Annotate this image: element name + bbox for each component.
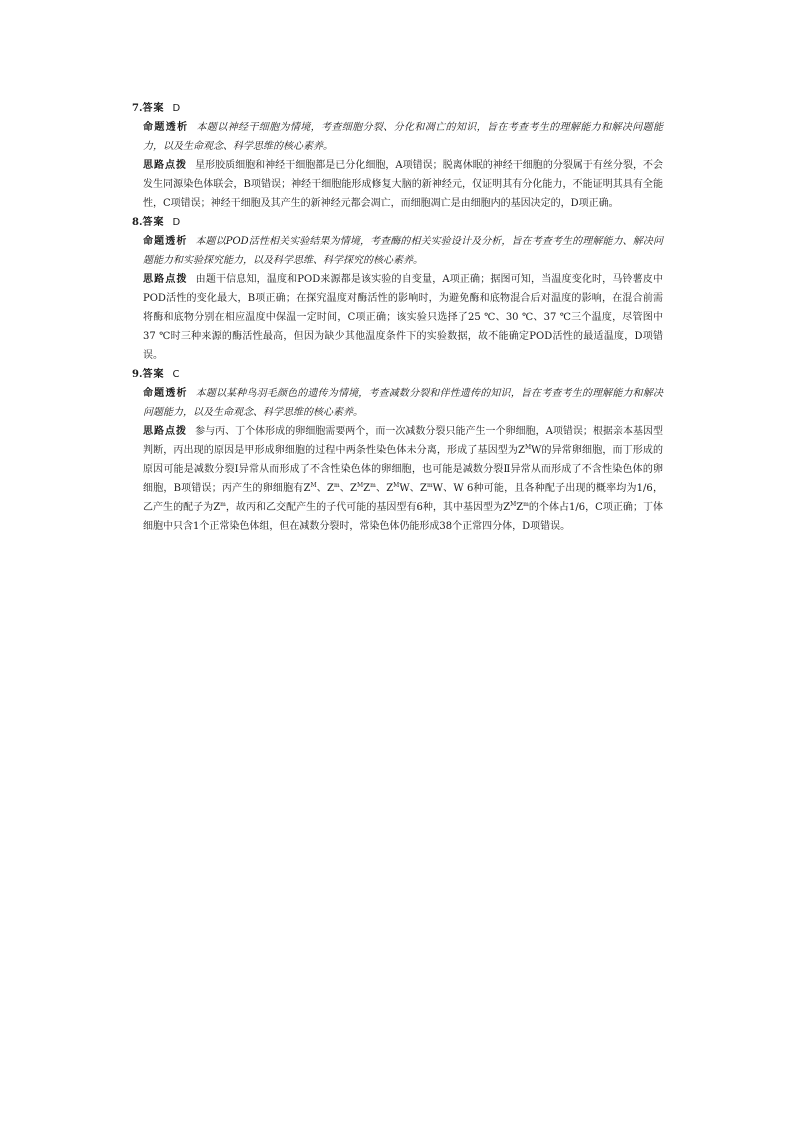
- question-9-intent: [143, 384, 663, 422]
- answer-value: D: [172, 217, 181, 228]
- question-9-hint: [143, 422, 663, 536]
- question-8-intent: [143, 232, 663, 270]
- hint-label: 思路点拨: [143, 426, 188, 437]
- intent-text: 本题以神经干细胞为情境，考查细胞分裂、分化和凋亡的知识，旨在考查考生的理解能力和解决问题能力，以及生命观念、科学思维的核心素养。: [143, 122, 663, 152]
- question-number: 8.: [132, 217, 143, 228]
- answer-label: 答案: [142, 369, 165, 380]
- hint-label: 思路点拨: [143, 160, 188, 171]
- question-7-hint: [143, 156, 663, 213]
- question-8: [131, 213, 663, 365]
- question-9-header: [132, 365, 663, 384]
- intent-label: 命题透析: [143, 388, 188, 399]
- hint-text: 参与丙、丁个体形成的卵细胞需要两个，而一次减数分裂只能产生一个卵细胞，A项错误；根据亲本基因型判断，丙出现的原因是甲形成卵细胞的过程中两条性染色体未分离，形成了基因型为$Z^MW$的异常卵细胞，而丁形成的原因可能是减数分裂Ⅰ异常从而形成了不含性染色体的卵细胞，也可能是减数分裂Ⅱ异常从而形成了不含性染色体的卵细胞，B项错误；丙产生的卵细胞有$Z^M$、$Z^m$、$Z^MZ^m$、$Z^MW$、$Z^mW$、W 6种可能，且各种配子出现的概率均为1/6，乙产生的配子为$Z^m$，故丙和乙交配产生的子代可能的基因型有6种，其中基因型为$Z^MZ^m$的个体占1/6，C项正确；丁体细胞中只含1个正常染色体组，但在减数分裂时，常染色体仍能形成38个正常四分体，D项错误。: [143, 426, 664, 532]
- question-7-header: [132, 99, 663, 118]
- hint-label: 思路点拨: [143, 274, 188, 285]
- answer-value: D: [172, 103, 181, 114]
- hint-text: 星形胶质细胞和神经干细胞都是已分化细胞，A项错误；脱离休眠的神经干细胞的分裂属于有丝分裂，不会发生同源染色体联会，B项错误；神经干细胞能形成修复大脑的新神经元，仅证明其有分化能力，不能证明其具有全能性，C项错误；神经干细胞及其产生的新神经元都会凋亡，而细胞凋亡是由细胞内的基因决定的，D项正确。: [143, 160, 663, 209]
- question-7: [131, 99, 663, 213]
- question-7-intent: [143, 118, 663, 156]
- answer-explanations: [131, 99, 663, 536]
- intent-label: 命题透析: [143, 236, 188, 247]
- answer-label: 答案: [142, 217, 165, 228]
- hint-text: 由题干信息知，温度和POD来源都是该实验的自变量，A项正确；据图可知，当温度变化时，马铃薯皮中POD活性的变化最大，B项正确；在探究温度对酶活性的影响时，为避免酶和底物混合后对温度的影响，在混合前需将酶和底物分别在相应温度中保温一定时间，C项正确；该实验只选择了25 ℃、30 ℃、37 ℃三个温度，尽管图中37 ℃时三种来源的酶活性最高，但因为缺少其他温度条件下的实验数据，故不能确定POD活性的最适温度，D项错误。: [143, 274, 663, 361]
- question-9: [131, 365, 663, 536]
- question-8-header: [132, 213, 663, 232]
- question-number: 9.: [132, 369, 143, 380]
- answer-value: C: [172, 369, 180, 380]
- question-8-hint: [143, 270, 663, 365]
- intent-text: 本题以POD活性相关实验结果为情境，考查酶的相关实验设计及分析，旨在考查考生的理解能力、解决问题能力和实验探究能力，以及科学思维、科学探究的核心素养。: [143, 236, 663, 266]
- question-number: 7.: [132, 103, 143, 114]
- intent-text: 本题以某种鸟羽毛颜色的遗传为情境，考查减数分裂和伴性遗传的知识，旨在考查考生的理解能力和解决问题能力，以及生命观念、科学思维的核心素养。: [143, 388, 664, 418]
- intent-label: 命题透析: [143, 122, 189, 133]
- answer-label: 答案: [142, 103, 165, 114]
